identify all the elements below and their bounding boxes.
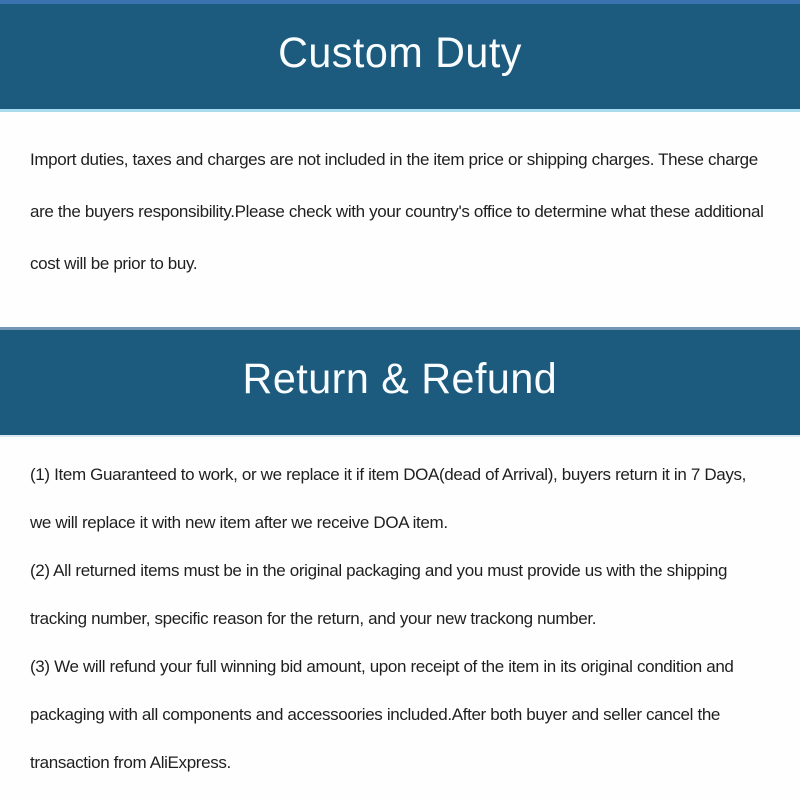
return-refund-title: Return & Refund: [242, 355, 558, 403]
custom-duty-text: Import duties, taxes and charges are not included in the item price or shipping charges. These charge are the buyers responsibility.Please check with your country's office to determine what these additional cost will be prior to buy.: [30, 150, 764, 273]
custom-duty-banner: [0, 0, 800, 112]
custom-duty-section: [0, 112, 800, 327]
return-refund-section: [0, 437, 800, 797]
return-policy-item-2: (2) All returned items must be in the original packaging and you must provide us with the shipping tracking number, specific reason for the return, and your new trackong number.: [30, 561, 728, 628]
return-policy-item-3: (3) We will refund your full winning bid amount, upon receipt of the item in its original condition and packaging with all components and accessoories included.After both buyer and seller cancel the transaction from AliExpress.: [30, 657, 734, 772]
return-refund-banner: [0, 327, 800, 437]
custom-duty-title: Custom Duty: [278, 29, 522, 77]
return-policy-item-1: (1) Item Guaranteed to work, or we replace it if item DOA(dead of Arrival), buyers return it in 7 Days, we will replace it with new item after we receive DOA item.: [30, 465, 747, 532]
